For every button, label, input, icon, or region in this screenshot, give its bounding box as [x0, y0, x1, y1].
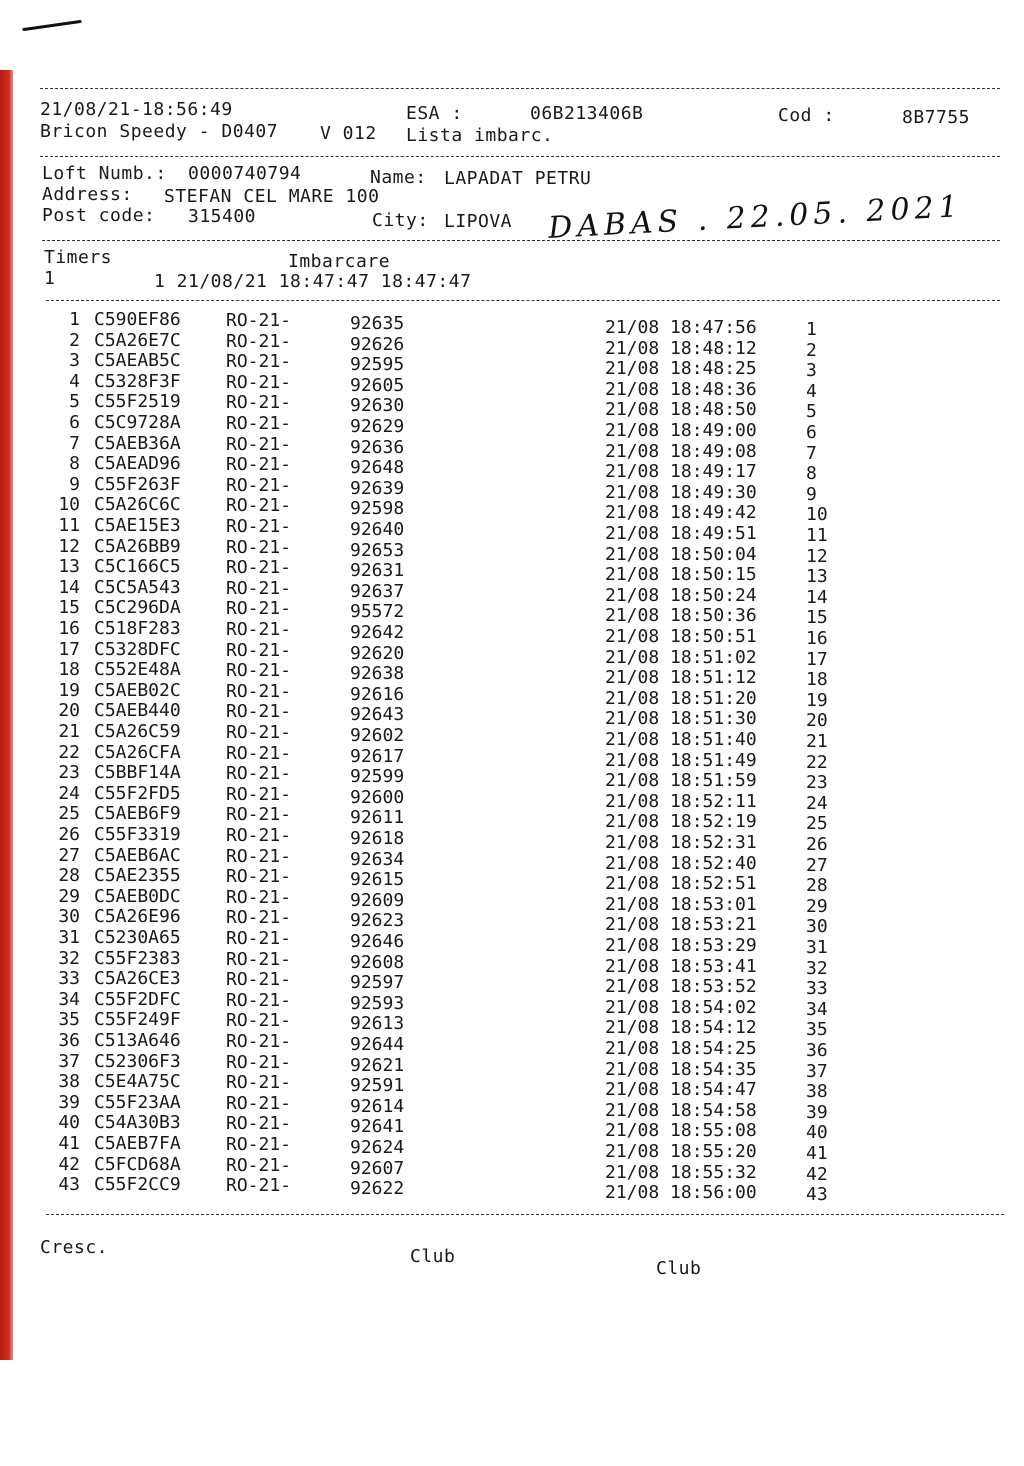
cod-value: 8B7755 [902, 107, 971, 128]
row-number: 16 [58, 618, 80, 639]
position: 26 [806, 834, 828, 855]
address-value: STEFAN CEL MARE 100 [164, 186, 380, 207]
chip-id: C513A646 [94, 1030, 181, 1051]
device-version: V 012 [320, 123, 377, 144]
row-number: 3 [69, 350, 80, 372]
arrival-time: 21/08 18:47:56 [605, 317, 757, 338]
post-code-value: 315400 [188, 206, 257, 227]
ring-prefix: RO-21- [226, 783, 292, 805]
ring-number: 92591 [350, 1075, 405, 1097]
chip-id: C5AEB6AC [94, 844, 181, 866]
ring-prefix: RO-21- [226, 1092, 292, 1114]
arrival-time: 21/08 18:56:00 [605, 1182, 757, 1204]
ring-number: 92614 [350, 1095, 405, 1117]
row-number: 9 [69, 473, 80, 495]
arrival-time: 21/08 18:52:40 [605, 852, 757, 874]
ring-number: 92611 [350, 807, 405, 829]
ring-number: 92609 [350, 889, 405, 911]
ring-number: 92599 [350, 766, 405, 788]
chip-id: C590EF86 [94, 309, 181, 330]
arrival-time: 21/08 18:51:40 [605, 729, 757, 750]
row-number: 10 [58, 494, 80, 516]
position: 36 [806, 1040, 828, 1061]
chip-id: C55F2DFC [94, 988, 181, 1010]
arrival-time: 21/08 18:54:47 [605, 1079, 757, 1101]
arrival-time: 21/08 18:51:20 [605, 687, 757, 709]
position: 41 [806, 1143, 828, 1164]
ring-number: 92597 [350, 972, 405, 994]
pen-mark [22, 20, 82, 31]
arrival-time: 21/08 18:54:25 [605, 1038, 757, 1059]
position: 16 [806, 628, 828, 649]
device-name: Bricon Speedy - D0407 [40, 121, 279, 142]
row-number: 38 [58, 1071, 80, 1093]
ring-number: 92624 [350, 1137, 405, 1158]
arrival-time: 21/08 18:53:52 [605, 976, 757, 998]
arrival-time: 21/08 18:48:36 [605, 378, 757, 400]
position: 15 [806, 607, 828, 629]
ring-number: 92622 [350, 1178, 405, 1200]
row-number: 30 [58, 906, 80, 928]
ring-number: 92617 [350, 745, 405, 767]
row-number: 35 [58, 1009, 80, 1031]
position: 8 [806, 463, 817, 485]
chip-id: C55F2FD5 [94, 782, 181, 804]
address-label: Address: [42, 184, 133, 205]
chip-id: C518F283 [94, 618, 181, 639]
row-number: 7 [69, 432, 80, 454]
row-number: 24 [58, 782, 80, 804]
ring-prefix: RO-21- [226, 495, 292, 517]
ring-number: 92638 [350, 663, 405, 685]
ring-number: 92607 [350, 1157, 405, 1179]
esa-value: 06B213406B [530, 103, 644, 124]
chip-id: C5AEB0DC [94, 885, 181, 907]
position: 6 [806, 422, 817, 443]
ring-number: 92640 [350, 519, 405, 540]
position: 42 [806, 1163, 828, 1185]
ring-prefix: RO-21- [226, 763, 292, 785]
position: 10 [806, 504, 828, 526]
position: 28 [806, 875, 828, 897]
chip-id: C5C166C5 [94, 556, 181, 578]
arrival-time: 21/08 18:53:41 [605, 955, 757, 977]
row-number: 27 [58, 844, 80, 866]
chip-id: C5A26E7C [94, 329, 181, 351]
position: 37 [806, 1060, 828, 1082]
ring-prefix: RO-21- [226, 701, 292, 723]
ring-prefix: RO-21- [226, 804, 292, 826]
arrival-time: 21/08 18:51:30 [605, 708, 757, 730]
timer-index: 1 [44, 268, 56, 289]
ring-prefix: RO-21- [226, 886, 292, 908]
ring-prefix: RO-21- [226, 310, 292, 331]
ring-number: 92636 [350, 436, 405, 458]
divider [42, 240, 1000, 241]
position: 18 [806, 669, 828, 691]
ring-number: 92630 [350, 395, 405, 417]
ring-number: 92653 [350, 539, 405, 561]
ring-number: 95572 [350, 601, 405, 623]
position: 11 [806, 525, 828, 546]
row-number: 17 [58, 638, 80, 660]
chip-id: C5AEB6F9 [94, 803, 181, 825]
ring-prefix: RO-21- [226, 351, 292, 373]
position: 19 [806, 689, 828, 711]
position: 30 [806, 916, 828, 938]
ring-number: 92635 [350, 313, 405, 334]
position: 2 [806, 339, 817, 361]
row-number: 6 [69, 412, 80, 433]
ring-number: 92600 [350, 786, 405, 808]
divider [46, 1214, 1004, 1215]
row-number: 37 [58, 1050, 80, 1072]
ring-number: 92626 [350, 333, 405, 355]
ring-prefix: RO-21- [226, 989, 292, 1011]
arrival-time: 21/08 18:54:58 [605, 1099, 757, 1121]
row-number: 12 [58, 535, 80, 557]
row-number: 34 [58, 988, 80, 1010]
chip-id: C5BBF14A [94, 762, 181, 784]
ring-prefix: RO-21- [226, 948, 292, 970]
ring-number: 92595 [350, 354, 405, 376]
arrival-time: 21/08 18:52:11 [605, 790, 757, 812]
arrival-time: 21/08 18:51:12 [605, 667, 757, 689]
arrival-time: 21/08 18:54:35 [605, 1058, 757, 1080]
name-label: Name: [370, 167, 427, 188]
ring-prefix: RO-21- [226, 1113, 292, 1135]
ring-prefix: RO-21- [226, 1031, 292, 1052]
divider [46, 300, 1000, 301]
chip-id: C5A26C59 [94, 721, 181, 742]
loft-label: Loft Numb.: [42, 163, 167, 184]
row-number: 4 [69, 370, 80, 392]
ring-prefix: RO-21- [226, 1154, 292, 1176]
ring-number: 92643 [350, 704, 405, 726]
ring-prefix: RO-21- [226, 866, 292, 888]
position: 1 [806, 319, 817, 340]
position: 14 [806, 586, 828, 608]
chip-id: C55F2383 [94, 947, 181, 969]
ring-number: 92623 [350, 910, 405, 932]
ring-prefix: RO-21- [226, 742, 292, 764]
position: 4 [806, 380, 817, 402]
arrival-time: 21/08 18:52:31 [605, 832, 757, 853]
chip-id: C55F249F [94, 1009, 181, 1031]
row-number: 28 [58, 865, 80, 887]
ring-prefix: RO-21- [226, 1072, 292, 1094]
ring-number: 92642 [350, 622, 405, 643]
position: 23 [806, 772, 828, 794]
print-datetime: 21/08/21-18:56:49 [40, 99, 233, 120]
chip-id: C552E48A [94, 659, 181, 681]
arrival-time: 21/08 18:51:02 [605, 646, 757, 668]
ring-prefix: RO-21- [226, 845, 292, 867]
chip-id: C5328DFC [94, 638, 181, 660]
row-number: 14 [58, 576, 80, 598]
chip-id: C5C296DA [94, 597, 181, 619]
row-number: 25 [58, 803, 80, 825]
position: 20 [806, 710, 828, 732]
row-number: 19 [58, 679, 80, 701]
arrival-time: 21/08 18:49:30 [605, 481, 757, 503]
chip-id: C54A30B3 [94, 1112, 181, 1134]
arrival-time: 21/08 18:53:01 [605, 893, 757, 915]
arrival-time: 21/08 18:48:12 [605, 337, 757, 359]
ring-number: 92634 [350, 848, 405, 870]
ring-number: 92593 [350, 992, 405, 1014]
ring-number: 92620 [350, 642, 405, 664]
position: 39 [806, 1101, 828, 1123]
ring-number: 92639 [350, 477, 405, 499]
chip-id: C5C5A543 [94, 576, 181, 598]
handwritten-note: DABAS . 22.05. 2021 [547, 189, 964, 246]
position: 29 [806, 895, 828, 917]
row-number: 43 [58, 1174, 80, 1196]
position: 38 [806, 1081, 828, 1103]
ring-prefix: RO-21- [226, 392, 292, 414]
chip-id: C5FCD68A [94, 1153, 181, 1175]
chip-id: C55F23AA [94, 1091, 181, 1113]
list-title: Lista imbarc. [406, 125, 554, 146]
chip-id: C5AEAB5C [94, 350, 181, 372]
chip-id: C55F2519 [94, 391, 181, 413]
chip-id: C5AEB02C [94, 679, 181, 701]
row-number: 15 [58, 597, 80, 619]
position: 5 [806, 401, 817, 423]
ring-prefix: RO-21- [226, 722, 292, 743]
ring-number: 92621 [350, 1054, 405, 1076]
chip-id: C5A26C6C [94, 494, 181, 516]
position: 32 [806, 957, 828, 979]
arrival-time: 21/08 18:49:08 [605, 440, 757, 462]
ring-prefix: RO-21- [226, 536, 292, 558]
row-number: 13 [58, 556, 80, 578]
ring-prefix: RO-21- [226, 433, 292, 455]
position: 40 [806, 1122, 828, 1144]
ring-prefix: RO-21- [226, 413, 292, 434]
ring-prefix: RO-21- [226, 1010, 292, 1032]
position: 9 [806, 483, 817, 505]
arrival-time: 21/08 18:52:51 [605, 873, 757, 895]
ring-number: 92644 [350, 1034, 405, 1055]
arrival-time: 21/08 18:52:19 [605, 811, 757, 833]
ring-prefix: RO-21- [226, 619, 292, 640]
position: 7 [806, 442, 817, 464]
chip-id: C5AEAD96 [94, 453, 181, 475]
row-number: 23 [58, 762, 80, 784]
ring-prefix: RO-21- [226, 1134, 292, 1155]
chip-id: C5328F3F [94, 370, 181, 392]
ring-number: 92615 [350, 869, 405, 891]
chip-id: C52306F3 [94, 1050, 181, 1072]
arrival-time: 21/08 18:54:02 [605, 996, 757, 1018]
ring-number: 92618 [350, 828, 405, 849]
arrival-time: 21/08 18:49:51 [605, 523, 757, 544]
ring-prefix: RO-21- [226, 454, 292, 476]
ring-prefix: RO-21- [226, 371, 292, 393]
position: 12 [806, 545, 828, 567]
position: 3 [806, 360, 817, 382]
ring-prefix: RO-21- [226, 1051, 292, 1073]
position: 24 [806, 792, 828, 814]
name-value: LAPADAT PETRU [444, 168, 592, 189]
row-number: 2 [69, 329, 80, 351]
timer-value: 1 21/08/21 18:47:47 18:47:47 [154, 271, 472, 292]
row-number: 22 [58, 741, 80, 763]
chip-id: C5AEB440 [94, 700, 181, 722]
chip-id: C5AE15E3 [94, 515, 181, 536]
ring-number: 92646 [350, 931, 405, 952]
divider [40, 156, 1000, 157]
cod-label: Cod : [778, 105, 835, 126]
chip-id: C5AE2355 [94, 865, 181, 887]
row-number: 39 [58, 1091, 80, 1113]
arrival-time: 21/08 18:50:36 [605, 605, 757, 627]
chip-id: C55F3319 [94, 824, 181, 845]
position: 22 [806, 751, 828, 773]
position: 43 [806, 1184, 828, 1206]
ring-prefix: RO-21- [226, 1175, 292, 1197]
row-number: 21 [58, 721, 80, 742]
arrival-time: 21/08 18:51:49 [605, 749, 757, 771]
ring-prefix: RO-21- [226, 516, 292, 537]
row-number: 5 [69, 391, 80, 413]
page-edge-background [0, 70, 16, 1360]
arrival-time: 21/08 18:55:08 [605, 1120, 757, 1142]
ring-prefix: RO-21- [226, 639, 292, 661]
arrival-time: 21/08 18:48:25 [605, 358, 757, 380]
position: 21 [806, 731, 828, 752]
arrival-time: 21/08 18:49:17 [605, 461, 757, 483]
esa-label: ESA : [406, 103, 463, 124]
ring-number: 92602 [350, 725, 405, 746]
chip-id: C55F263F [94, 473, 181, 495]
chip-id: C5A26CE3 [94, 968, 181, 990]
club-label: Club [410, 1246, 456, 1267]
row-number: 20 [58, 700, 80, 722]
ring-prefix: RO-21- [226, 577, 292, 599]
arrival-time: 21/08 18:51:59 [605, 770, 757, 792]
chip-id: C55F2CC9 [94, 1174, 181, 1196]
city-value: LIPOVA [444, 211, 513, 232]
row-number: 32 [58, 947, 80, 969]
timers-label: Timers [44, 247, 113, 268]
row-number: 18 [58, 659, 80, 681]
ring-number: 92631 [350, 560, 405, 582]
row-number: 8 [69, 453, 80, 475]
ring-prefix: RO-21- [226, 907, 292, 929]
row-number: 26 [58, 824, 80, 845]
chip-id: C5A26BB9 [94, 535, 181, 557]
arrival-time: 21/08 18:50:51 [605, 626, 757, 647]
imbarcare-label: Imbarcare [288, 251, 391, 272]
chip-id: C5A26E96 [94, 906, 181, 928]
ring-number: 92648 [350, 457, 405, 479]
arrival-time: 21/08 18:55:32 [605, 1161, 757, 1183]
ring-prefix: RO-21- [226, 825, 292, 846]
row-number: 41 [58, 1133, 80, 1154]
ring-prefix: RO-21- [226, 474, 292, 496]
city-label: City: [372, 210, 429, 231]
ring-number: 92616 [350, 683, 405, 705]
row-number: 42 [58, 1153, 80, 1175]
ring-number: 92608 [350, 951, 405, 973]
ring-prefix: RO-21- [226, 598, 292, 620]
ring-prefix: RO-21- [226, 557, 292, 579]
chip-id: C5AEB36A [94, 432, 181, 454]
arrival-time: 21/08 18:49:42 [605, 502, 757, 524]
ring-prefix: RO-21- [226, 969, 292, 991]
ring-prefix: RO-21- [226, 680, 292, 702]
arrival-time: 21/08 18:49:00 [605, 420, 757, 441]
ring-number: 92613 [350, 1013, 405, 1035]
position: 13 [806, 566, 828, 588]
club-label: Club [656, 1258, 702, 1279]
row-number: 33 [58, 968, 80, 990]
ring-number: 92637 [350, 580, 405, 602]
row-number: 29 [58, 885, 80, 907]
chip-id: C5C9728A [94, 412, 181, 433]
row-number: 1 [69, 309, 80, 330]
row-number: 31 [58, 927, 80, 948]
arrival-time: 21/08 18:48:50 [605, 399, 757, 421]
chip-id: C5A26CFA [94, 741, 181, 763]
chip-id: C5E4A75C [94, 1071, 181, 1093]
cresc-label: Cresc. [40, 1237, 109, 1258]
ring-number: 92641 [350, 1116, 405, 1138]
chip-id: C5AEB7FA [94, 1133, 181, 1154]
arrival-time: 21/08 18:50:24 [605, 584, 757, 606]
position: 34 [806, 998, 828, 1020]
ring-prefix: RO-21- [226, 660, 292, 682]
position: 27 [806, 854, 828, 876]
arrival-time: 21/08 18:50:15 [605, 564, 757, 586]
ring-number: 92598 [350, 498, 405, 520]
position: 33 [806, 978, 828, 1000]
arrival-time: 21/08 18:53:21 [605, 914, 757, 936]
row-number: 36 [58, 1030, 80, 1051]
arrival-time: 21/08 18:53:29 [605, 935, 757, 956]
ring-prefix: RO-21- [226, 330, 292, 352]
ring-number: 92605 [350, 374, 405, 396]
position: 31 [806, 937, 828, 958]
post-code-label: Post code: [42, 205, 156, 226]
arrival-time: 21/08 18:50:04 [605, 543, 757, 565]
position: 17 [806, 648, 828, 670]
chip-id: C5230A65 [94, 927, 181, 948]
row-number: 40 [58, 1112, 80, 1134]
ring-number: 92629 [350, 416, 405, 437]
arrival-time: 21/08 18:54:12 [605, 1017, 757, 1039]
position: 25 [806, 813, 828, 835]
position: 35 [806, 1019, 828, 1041]
loft-value: 0000740794 [188, 163, 302, 184]
row-number: 11 [58, 515, 80, 536]
ring-prefix: RO-21- [226, 928, 292, 949]
divider [40, 88, 1000, 89]
arrival-time: 21/08 18:55:20 [605, 1141, 757, 1162]
